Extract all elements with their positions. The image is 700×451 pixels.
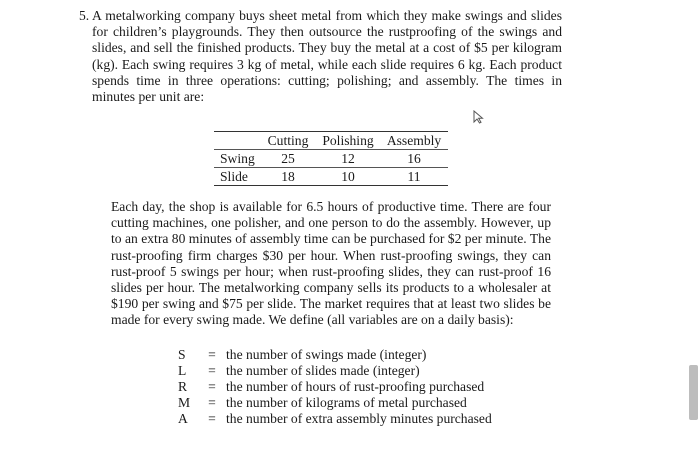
- cutting-time: 18: [281, 168, 295, 184]
- table-row: [214, 167, 448, 185]
- variable-symbol: L: [178, 363, 187, 378]
- variable-description: the number of swings made (integer): [226, 347, 427, 362]
- product-name: Swing: [220, 150, 255, 166]
- table-row: [214, 150, 448, 167]
- assembly-time: 11: [407, 168, 421, 184]
- variable-symbol: R: [178, 379, 188, 394]
- table-header-cutting: Cutting: [267, 132, 309, 148]
- variable-symbol: M: [178, 395, 191, 410]
- variable-row: [178, 379, 492, 395]
- cutting-time: 25: [281, 150, 295, 166]
- variable-description: the number of slides made (integer): [226, 363, 420, 378]
- table-header-assembly: Assembly: [386, 132, 442, 148]
- variable-row: [178, 347, 492, 363]
- mouse-pointer-icon: [473, 110, 485, 124]
- equals-sign: =: [208, 411, 216, 426]
- operation-times-table: [214, 131, 448, 186]
- variable-symbol: A: [178, 411, 188, 426]
- problem-number: 5.: [79, 8, 90, 23]
- polishing-time: 12: [341, 150, 355, 166]
- table-header-row: [214, 132, 448, 150]
- variable-row: [178, 363, 492, 379]
- equals-sign: =: [208, 363, 216, 378]
- variable-symbol: S: [178, 347, 186, 362]
- equals-sign: =: [208, 379, 216, 394]
- problem-intro-text: A metalworking company buys sheet metal from which they make swings and slides for children’s playgrounds. They then outsource the rustproofing of the swings and slides, and sell the finished products. They buy the metal at a cost of $5 per kilogram (kg). Each swing requires 3 kg of metal, while each slide requires 6 kg. Each product spends time in three operations: cutting; polishing; and assembly. The times in minutes per unit are:: [92, 8, 562, 105]
- problem-statement: [79, 8, 562, 105]
- variable-definitions: [178, 347, 492, 427]
- assembly-time: 16: [407, 150, 421, 166]
- scrollbar-thumb[interactable]: [689, 365, 698, 420]
- variable-description: the number of kilograms of metal purchased: [226, 395, 467, 410]
- variable-row: [178, 411, 492, 427]
- product-name: Slide: [220, 168, 248, 184]
- equals-sign: =: [208, 395, 216, 410]
- table-header-polishing: Polishing: [322, 132, 374, 148]
- variable-description: the number of hours of rust-proofing purchased: [226, 379, 485, 394]
- variable-row: [178, 395, 492, 411]
- problem-details-text: Each day, the shop is available for 6.5 hours of productive time. There are four cutting machines, one polisher, and one person to do the assembly. However, up to an extra 80 minutes of assembly time can be purchased for $2 per minute. The rust-proofing firm charges $30 per hour. When rust-proofing swings, they can rust-proof 5 swings per hour; when rust-proofing slides, they can rust-proof 16 slides per hour. The metalworking company sells its products to a wholesaler at $190 per swing and $75 per slide. The market requires that at least two slides be made for every swing made. We define (all variables are on a daily basis):: [111, 199, 551, 328]
- polishing-time: 10: [341, 168, 355, 184]
- variable-description: the number of extra assembly minutes purchased: [226, 411, 492, 426]
- vertical-scrollbar[interactable]: [686, 0, 700, 451]
- equals-sign: =: [208, 347, 216, 362]
